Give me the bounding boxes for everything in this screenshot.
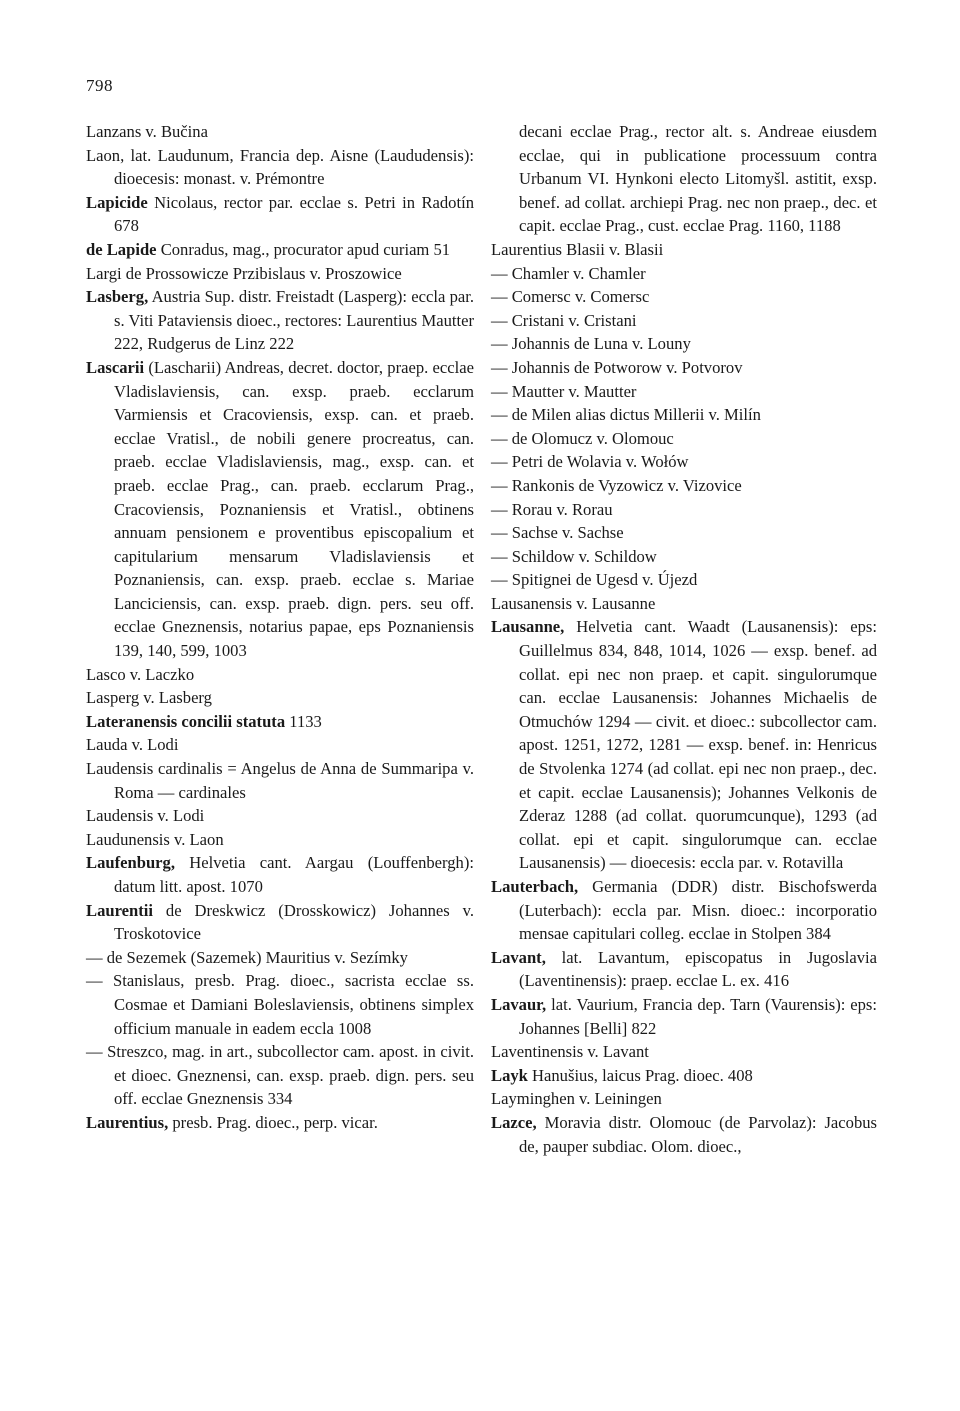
entry-text: — Sachse v. Sachse bbox=[491, 523, 624, 543]
entry-text: Conradus, mag., procurator apud curiam 51 bbox=[156, 239, 451, 259]
entry-text: — Mautter v. Mautter bbox=[491, 381, 637, 401]
entry-text: (Lascharii) Andreas, decret. doctor, praep. ecclae Vladislaviensis, can. exsp. praeb. ecclarum Varmiensis et Cracoviensis, exsp. can. et praeb. ecclae Vratisl., de nobili genere procreatus, can. praeb. ecclae Vladislaviensis, mag., exsp. can. et praeb. ecclae Prag., can. praeb. ecclarum Prag., Cracoviensis, Poznaniensis et Vratisl., obtinens annuam pensionem e proventibus episcopalium et capitularium mensarum Vladislaviensis et Poznaniensis, can. exsp. praeb. ecclae s. Mariae Lanciciensis, can. exsp. praeb. dign. pers. seu off. ecclae Gneznensis, notarius papae, eps Poznaniensis 139, 140, 599, 1003 bbox=[114, 357, 474, 661]
entry-text: Moravia distr. Olomouc (de Parvolaz): Jacobus de, pauper subdiac. Olom. dioec., bbox=[519, 1112, 877, 1156]
entry-text: lat. Vaurium, Francia dep. Tarn (Vaurensis): eps: Johannes [Belli] 822 bbox=[519, 994, 877, 1038]
index-entry bbox=[86, 1111, 474, 1135]
index-entry bbox=[86, 120, 474, 144]
entry-headword: Lausanne, bbox=[491, 617, 565, 637]
entry-text: — Rorau v. Rorau bbox=[491, 499, 613, 519]
index-entry bbox=[491, 946, 877, 993]
entry-text: Layminghen v. Leiningen bbox=[491, 1089, 662, 1109]
entry-text: — Streszco, mag. in art., subcollector cam. apost. in civit. et dioec. Gneznensi, can. exsp. praeb. dign. pers. seu off. ecclae Gneznensis 334 bbox=[86, 1042, 474, 1109]
left-column bbox=[86, 120, 474, 1135]
index-entry bbox=[86, 899, 474, 946]
index-entry bbox=[86, 757, 474, 804]
entry-headword: Lazce, bbox=[491, 1112, 537, 1132]
entry-text: Lasperg v. Lasberg bbox=[86, 688, 212, 708]
index-entry bbox=[491, 875, 877, 946]
index-entry bbox=[86, 710, 474, 734]
index-entry bbox=[491, 1040, 877, 1064]
entry-headword: Lavaur, bbox=[491, 994, 547, 1014]
entry-headword: Lascarii bbox=[86, 357, 145, 377]
entry-text: — de Milen alias dictus Millerii v. Milín bbox=[491, 405, 761, 425]
index-entry bbox=[491, 1111, 877, 1158]
index-entry bbox=[86, 733, 474, 757]
index-entry bbox=[491, 403, 877, 427]
index-entry bbox=[491, 521, 877, 545]
entry-text: Laventinensis v. Lavant bbox=[491, 1042, 649, 1062]
entry-text: presb. Prag. dioec., perp. vicar. bbox=[168, 1112, 378, 1132]
entry-text: Helvetia cant. Aargau (Louffenbergh): datum litt. apost. 1070 bbox=[114, 853, 474, 896]
index-entry bbox=[491, 498, 877, 522]
index-entry bbox=[86, 663, 474, 687]
index-entry bbox=[491, 615, 877, 875]
index-entry bbox=[491, 450, 877, 474]
index-entry bbox=[86, 804, 474, 828]
index-entry bbox=[491, 474, 877, 498]
index-entry bbox=[491, 356, 877, 380]
index-entry bbox=[86, 238, 474, 262]
entry-text: — Spitignei de Ugesd v. Újezd bbox=[491, 570, 698, 590]
index-entry bbox=[491, 568, 877, 592]
index-entry bbox=[86, 285, 474, 356]
entry-text: Laudensis cardinalis = Angelus de Anna de Summaripa v. Roma — cardinales bbox=[86, 759, 474, 802]
entry-text: decani ecclae Prag., rector alt. s. Andreae eiusdem ecclae, qui in publicatione processuum contra Urbanum VI. Hynkoni electo Litomyšl. astitit, exsp. benef. ad collat. archiepi Prag. nec non praep., dec. et capit. ecclae Prag., cust. ecclae Prag. 1160, 1188 bbox=[519, 122, 877, 236]
index-entry bbox=[491, 380, 877, 404]
index-entry bbox=[491, 1087, 877, 1111]
index-entry bbox=[86, 969, 474, 1040]
entry-text: — Comersc v. Comersc bbox=[491, 287, 650, 307]
entry-text: — Petri de Wolavia v. Wołów bbox=[491, 452, 689, 472]
index-entry bbox=[491, 309, 877, 333]
index-entry bbox=[491, 592, 877, 616]
entry-text: de Dreskwicz (Drosskowicz) Johannes v. Troskotovice bbox=[114, 900, 474, 944]
index-entry bbox=[86, 262, 474, 286]
entry-text: — Chamler v. Chamler bbox=[491, 263, 646, 283]
index-entry bbox=[491, 332, 877, 356]
entry-text: Lausanensis v. Lausanne bbox=[491, 593, 656, 613]
entry-text: — Johannis de Luna v. Louny bbox=[491, 334, 691, 354]
index-entry bbox=[86, 828, 474, 852]
entry-text: — Rankonis de Vyzowicz v. Vizovice bbox=[491, 475, 742, 495]
entry-text: Lanzans v. Bučina bbox=[86, 122, 208, 141]
entry-headword: Lateranensis concilii statuta bbox=[86, 711, 286, 731]
index-entry bbox=[86, 1040, 474, 1111]
index-entry bbox=[491, 238, 877, 262]
entry-headword: Lasberg, bbox=[86, 287, 149, 307]
entry-text: Laudensis v. Lodi bbox=[86, 806, 205, 826]
entry-text: 1133 bbox=[285, 711, 322, 731]
index-entry bbox=[491, 427, 877, 451]
entry-text: — Schildow v. Schildow bbox=[491, 546, 657, 566]
right-column bbox=[491, 120, 877, 1158]
entry-headword: Lapicide bbox=[86, 192, 148, 212]
entry-text: — Johannis de Potworow v. Potvorov bbox=[491, 357, 743, 377]
index-entry bbox=[491, 285, 877, 309]
entry-text: Laudunensis v. Laon bbox=[86, 829, 224, 849]
entry-text: — Stanislaus, presb. Prag. dioec., sacrista ecclae ss. Cosmae et Damiani Boleslaviensis, obtinens simplex officium manuale in eadem eccla 1008 bbox=[86, 971, 474, 1038]
entry-text: lat. Lavantum, episcopatus in Jugoslavia (Laventinensis): praep. ecclae L. ex. 416 bbox=[519, 947, 877, 991]
entry-text: Helvetia cant. Waadt (Lausanensis): eps: Guillelmus 834, 848, 1014, 1026 — exsp. benef. ad collat. epi nec non praep. et capit. singulorumque can. ecclae Lausanensis: Johannes Michaelis de Otmuchów 1294 — civit. et dioec.: subcollector cam. apost. 1251, 1272, 1281 — exsp. benef. in: Henricus de Stvolenka 1274 (ad collat. epi nec non praep., dec. et capit. ecclae Lausanensis); Johannes Velkonis de Zderaz 1288 (ad collat. quorumcunque), 1293 (ad collat. epi et capit. singulorumque can. ecclae Lausanensis) — dioecesis: eccla par. v. Rotavilla bbox=[519, 617, 877, 873]
entry-text: — Cristani v. Cristani bbox=[491, 310, 637, 330]
entry-text: Lauda v. Lodi bbox=[86, 735, 179, 755]
index-entry bbox=[491, 120, 877, 238]
entry-headword: de Lapide bbox=[86, 239, 157, 259]
entry-headword: Laufenburg, bbox=[86, 853, 175, 873]
entry-text: Nicolaus, rector par. ecclae s. Petri in Radotín 678 bbox=[114, 192, 474, 236]
entry-text: Germania (DDR) distr. Bischofswerda (Luterbach): eccla par. Misn. dioec.: incorporatio mensae capitulari colleg. ecclae in Stolpen 384 bbox=[519, 877, 877, 944]
index-entry bbox=[86, 191, 474, 238]
entry-text: — de Sezemek (Sazemek) Mauritius v. Sezímky bbox=[86, 947, 408, 967]
entry-text: Laon, lat. Laudunum, Francia dep. Aisne (Laududensis): dioecesis: monast. v. Prémontre bbox=[86, 145, 474, 189]
index-entry bbox=[491, 545, 877, 569]
index-entry bbox=[491, 262, 877, 286]
index-entry bbox=[491, 993, 877, 1040]
entry-text: Hanušius, laicus Prag. dioec. 408 bbox=[527, 1065, 753, 1085]
entry-headword: Lauterbach, bbox=[491, 877, 579, 896]
entry-headword: Laurentius, bbox=[86, 1112, 169, 1132]
entry-text: Lasco v. Laczko bbox=[86, 664, 195, 684]
index-entry bbox=[86, 686, 474, 710]
entry-text: Austria Sup. distr. Freistadt (Lasperg): eccla par. s. Viti Pataviensis dioec., rectores: Laurentius Mautter 222, Rudgerus de Linz 222 bbox=[114, 287, 474, 354]
page-number: 798 bbox=[86, 76, 113, 95]
index-entry bbox=[491, 1064, 877, 1088]
entry-headword: Laurentii bbox=[86, 900, 153, 920]
index-entry bbox=[86, 144, 474, 191]
index-entry bbox=[86, 851, 474, 898]
entry-headword: Layk bbox=[491, 1065, 528, 1085]
index-entry bbox=[86, 356, 474, 663]
entry-text: Largi de Prossowicze Przibislaus v. Proszowice bbox=[86, 263, 402, 283]
entry-headword: Lavant, bbox=[491, 947, 546, 967]
index-entry bbox=[86, 946, 474, 970]
entry-text: — de Olomucz v. Olomouc bbox=[491, 428, 674, 448]
entry-text: Laurentius Blasii v. Blasii bbox=[491, 239, 664, 259]
